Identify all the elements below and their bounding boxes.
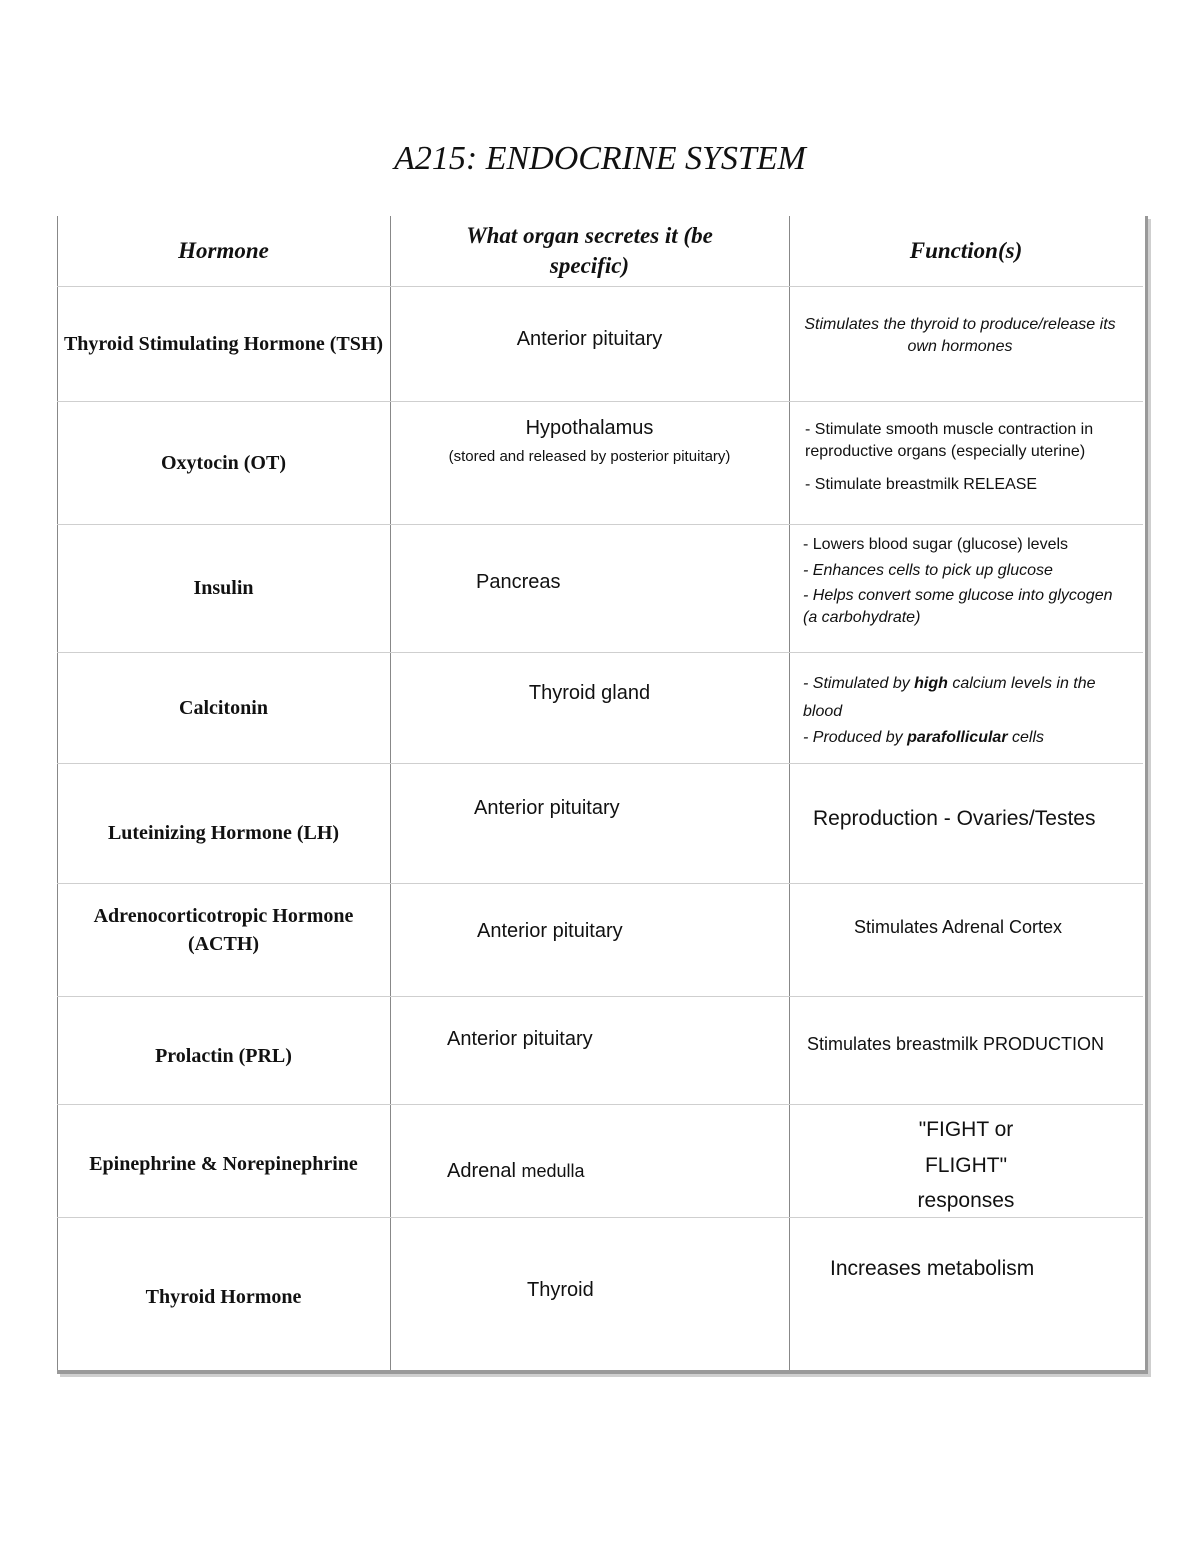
function-cell (789, 401, 1143, 524)
organ-name: Anterior pituitary (474, 797, 620, 819)
function-text-part: cells (1007, 729, 1044, 746)
hormone-name: Insulin (193, 577, 254, 599)
organ-name: Thyroid gland (528, 682, 651, 704)
hormone-name: Thyroid Hormone (145, 1285, 302, 1308)
function-cell (789, 524, 1143, 652)
organ-name: Anterior pituitary (477, 919, 623, 942)
hormone-name: Calcitonin (179, 696, 268, 719)
function-text: - Helps convert some glucose into glycogen (a carbohydrate) (803, 587, 1113, 626)
organ-cell (390, 1104, 789, 1217)
organ-name: Hypothalamus (525, 417, 654, 439)
function-text-part: calcium levels in the blood (803, 675, 1096, 720)
function-text: Increases metabolism (830, 1257, 1035, 1280)
hormone-name: Adrenocorticotropic Hormone (ACTH) (93, 904, 354, 955)
header-organ: What organ secretes it (be specific) (466, 223, 713, 278)
function-text: Reproduction - Ovaries/Testes (813, 807, 1096, 830)
function-text: Stimulates Adrenal Cortex (853, 917, 1063, 937)
hormone-table (57, 216, 1148, 1374)
function-text (803, 724, 1129, 752)
hormone-name: Thyroid Stimulating Hormone (TSH) (63, 332, 384, 355)
organ-name: Anterior pituitary (447, 1028, 593, 1050)
hormone-name: Prolactin (PRL) (155, 1045, 292, 1067)
organ-note: (stored and released by posterior pituitary) (448, 448, 731, 465)
function-text: - Stimulate smooth muscle contraction in reproductive organs (especially uterine) (805, 421, 1094, 460)
function-text: - Lowers blood sugar (glucose) levels (803, 536, 1069, 553)
organ-name (447, 1158, 789, 1184)
function-cell (789, 652, 1143, 763)
header-function: Function(s) (909, 238, 1023, 264)
function-text (803, 670, 1129, 726)
function-text: - Stimulate breastmilk RELEASE (805, 476, 1038, 494)
organ-cell (390, 401, 789, 524)
organ-name: Thyroid (527, 1279, 594, 1301)
header-hormone: Hormone (178, 238, 269, 264)
function-text-part: - Stimulated by (803, 675, 915, 692)
organ-name-part: medulla (521, 1161, 585, 1181)
organ-name: Pancreas (476, 571, 561, 593)
hormone-name: Oxytocin (OT) (161, 451, 286, 474)
function-text: "FIGHT or FLIGHT" responses (917, 1118, 1015, 1213)
hormone-name: Epinephrine & Norepinephrine (89, 1152, 358, 1175)
function-text: Stimulates the thyroid to produce/release its own hormones (804, 315, 1116, 355)
function-text: Stimulates breastmilk PRODUCTION (807, 1034, 1105, 1054)
emphasis-text: parafollicular (907, 729, 1008, 746)
organ-name: Anterior pituitary (516, 327, 663, 350)
function-text: - Enhances cells to pick up glucose (803, 561, 1053, 579)
emphasis-text: high (914, 675, 948, 692)
function-text-part: - Produced by (803, 729, 908, 746)
hormone-name: Luteinizing Hormone (LH) (107, 822, 340, 844)
page-title: A215: ENDOCRINE SYSTEM (394, 140, 806, 177)
organ-name-part: Adrenal (447, 1160, 516, 1182)
